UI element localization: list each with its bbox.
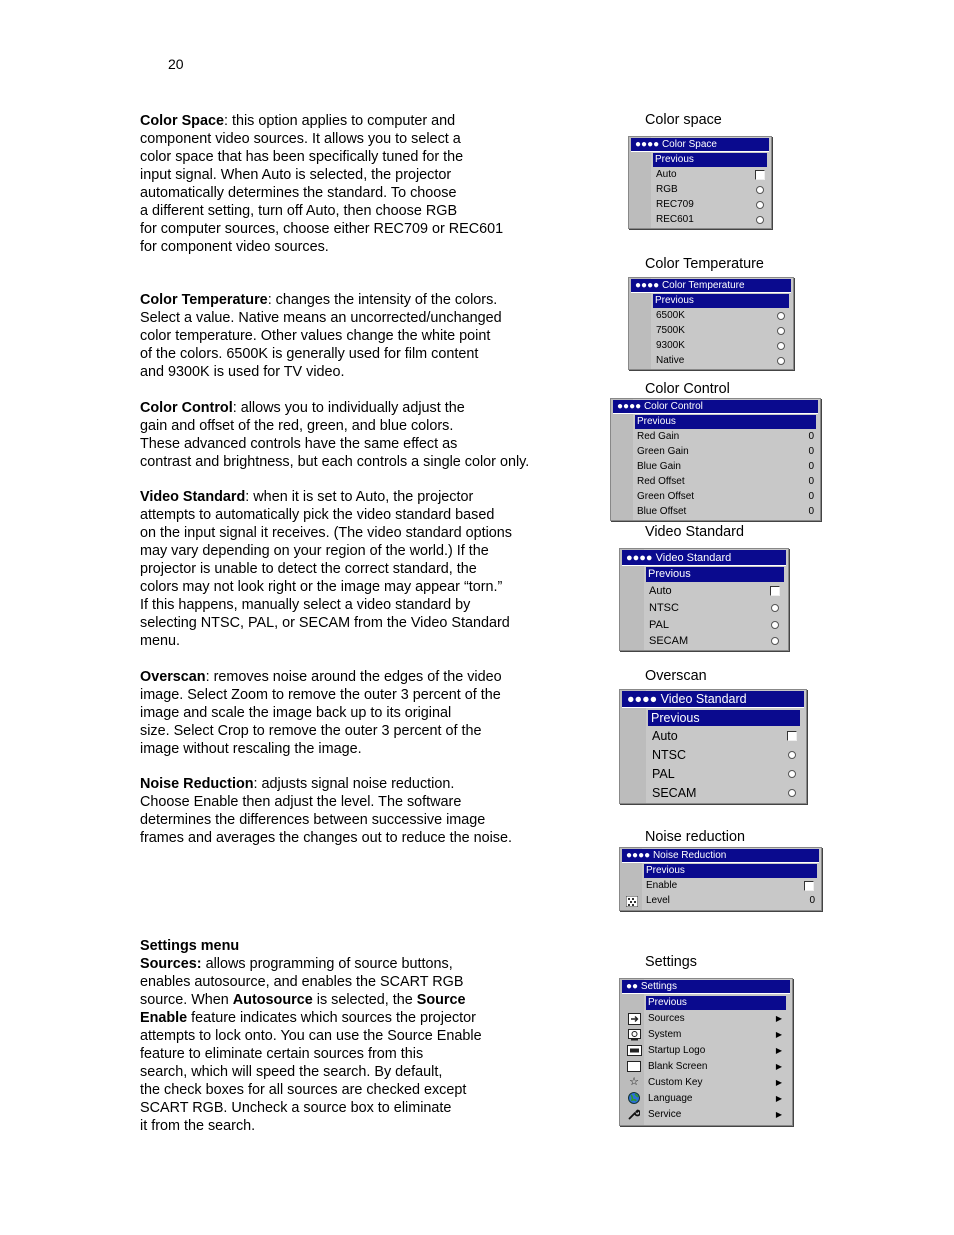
- menu-title: ●●●● Color Space: [631, 138, 769, 152]
- menu-item-blank-screen[interactable]: Blank Screen ▶: [620, 1059, 792, 1075]
- settings-paragraph: Settings menu Sources: allows programming of source buttons, enables autosource, and enables the SCART RGB source. When Autosource is selected, the Source Enable feature indicates which sources the projector attempts to lock onto. You can use the Source Enable feature to eliminate certain sources from this search, which will speed the search. By default, the check boxes for all sources are checked except SCART RGB. Uncheck a source box to eliminate it from the search.: [140, 938, 482, 1134]
- settings-heading: Settings menu: [140, 938, 240, 954]
- menu-item-previous[interactable]: Previous: [646, 567, 784, 582]
- menu-item-ntsc[interactable]: NTSC: [620, 600, 788, 617]
- radio-button[interactable]: [771, 637, 779, 645]
- menu-item-previous[interactable]: Previous: [653, 153, 767, 167]
- level-icon: [626, 896, 638, 907]
- menu-title: ●●●● Color Control: [613, 400, 818, 414]
- menu-item-secam[interactable]: SECAM: [620, 784, 806, 803]
- menu-item-secam[interactable]: SECAM: [620, 633, 788, 650]
- radio-button[interactable]: [788, 751, 796, 759]
- menu-title: ●●●● Color Temperature: [631, 279, 791, 293]
- radio-button[interactable]: [756, 186, 764, 194]
- radio-button[interactable]: [777, 327, 785, 335]
- globe-icon: [627, 1092, 641, 1104]
- blank-screen-icon: [627, 1061, 641, 1073]
- color-space-menu: [628, 136, 772, 229]
- caption-noise-reduction: Noise reduction: [645, 829, 745, 845]
- radio-button[interactable]: [788, 770, 796, 778]
- menu-item-7500k[interactable]: 7500K: [629, 324, 793, 339]
- menu-item-system[interactable]: System ▶: [620, 1027, 792, 1043]
- noise-reduction-menu: [619, 847, 822, 911]
- term: Noise Reduction: [140, 776, 254, 792]
- menu-item-startup-logo[interactable]: Startup Logo ▶: [620, 1043, 792, 1059]
- menu-item-green-offset[interactable]: Green Offset 0: [637, 491, 814, 502]
- menu-item-previous[interactable]: Previous: [635, 415, 816, 429]
- chevron-right-icon: ▶: [775, 1094, 782, 1103]
- menu-title: ●●●● Video Standard: [622, 550, 786, 566]
- color-temperature-menu: [628, 277, 794, 370]
- menu-item-previous[interactable]: Previous: [644, 864, 817, 878]
- color-space-paragraph: Color Space: this option applies to computer and component video sources. It allows you to select a color space that has been specifically tuned for the input signal. When Auto is selected, the projector automatically determines the standard. To choose a different setting, turn off Auto, then choose RGB for computer sources, choose either REC709 or REC601 for component video sources.: [140, 113, 504, 255]
- caption-overscan: Overscan: [645, 668, 707, 684]
- menu-item-rec709[interactable]: REC709: [629, 198, 771, 213]
- wrench-icon: [627, 1108, 641, 1120]
- menu-title: ●●●● Noise Reduction: [622, 849, 819, 863]
- radio-button[interactable]: [756, 201, 764, 209]
- term: Overscan: [140, 669, 206, 685]
- checkbox[interactable]: [770, 586, 780, 596]
- menu-item-level[interactable]: Level 0: [620, 894, 821, 909]
- noise-reduction-paragraph: Noise Reduction: adjusts signal noise reduction. Choose Enable then adjust the level. The software determines the differences between successive image frames and averages the changes out to reduce the noise.: [140, 776, 512, 846]
- menu-item-9300k[interactable]: 9300K: [629, 339, 793, 354]
- menu-item-red-gain[interactable]: Red Gain 0: [637, 431, 814, 442]
- menu-item-language[interactable]: Language ▶: [620, 1091, 792, 1107]
- menu-item-sources[interactable]: Sources ▶: [620, 1011, 792, 1027]
- menu-item-blue-gain[interactable]: Blue Gain 0: [637, 461, 814, 472]
- checkbox[interactable]: [755, 170, 765, 180]
- caption-color-control: Color Control: [645, 381, 730, 397]
- menu-title: ●●●● Video Standard: [622, 691, 804, 708]
- menu-item-previous[interactable]: Previous: [653, 294, 789, 308]
- menu-item-previous[interactable]: Previous: [648, 710, 800, 726]
- video-standard-menu: [619, 548, 789, 651]
- menu-item-auto[interactable]: Auto: [620, 727, 806, 746]
- checkbox[interactable]: [804, 881, 814, 891]
- menu-item-enable[interactable]: Enable: [620, 879, 821, 894]
- menu-item-native[interactable]: Native: [629, 354, 793, 369]
- menu-item-auto[interactable]: Auto: [629, 168, 771, 183]
- radio-button[interactable]: [771, 621, 779, 629]
- menu-item-auto[interactable]: Auto: [620, 583, 788, 600]
- menu-item-pal[interactable]: PAL: [620, 617, 788, 634]
- menu-item-green-gain[interactable]: Green Gain 0: [637, 446, 814, 457]
- radio-button[interactable]: [771, 604, 779, 612]
- term: Video Standard: [140, 489, 246, 505]
- video-standard-paragraph: Video Standard: when it is set to Auto, the projector attempts to automatically pick the video standard based on the input signal it receives. (The video standard options may vary depending on your region of the world.) If the projector is unable to detect the correct standard, the colors may not look right or the image may appear “torn.” If this happens, manually select a video standard by selecting NTSC, PAL, or SECAM from the Video Standard menu.: [140, 489, 512, 649]
- radio-button[interactable]: [777, 357, 785, 365]
- menu-item-previous[interactable]: Previous: [646, 996, 786, 1010]
- system-icon: [627, 1029, 641, 1041]
- chevron-right-icon: ▶: [775, 1014, 782, 1023]
- radio-button[interactable]: [788, 789, 796, 797]
- caption-settings: Settings: [645, 954, 697, 970]
- caption-color-space: Color space: [645, 112, 722, 128]
- term: Color Temperature: [140, 292, 268, 308]
- sources-icon: [627, 1013, 641, 1025]
- caption-video-standard: Video Standard: [645, 524, 744, 540]
- menu-item-service[interactable]: Service ▶: [620, 1107, 792, 1123]
- star-icon: ☆: [629, 1076, 639, 1088]
- menu-item-pal[interactable]: PAL: [620, 765, 806, 784]
- radio-button[interactable]: [756, 216, 764, 224]
- term: Color Control: [140, 400, 233, 416]
- chevron-right-icon: ▶: [775, 1062, 782, 1071]
- overscan-menu: [619, 689, 807, 804]
- color-control-menu: [610, 398, 821, 521]
- radio-button[interactable]: [777, 312, 785, 320]
- menu-item-blue-offset[interactable]: Blue Offset 0: [637, 506, 814, 517]
- term: Color Space: [140, 113, 224, 129]
- caption-color-temperature: Color Temperature: [645, 256, 764, 272]
- checkbox[interactable]: [787, 731, 797, 741]
- menu-item-red-offset[interactable]: Red Offset 0: [637, 476, 814, 487]
- menu-item-rec601[interactable]: REC601: [629, 213, 771, 228]
- menu-item-custom-key[interactable]: ☆ Custom Key ▶: [620, 1075, 792, 1091]
- menu-item-6500k[interactable]: 6500K: [629, 309, 793, 324]
- menu-item-rgb[interactable]: RGB: [629, 183, 771, 198]
- overscan-paragraph: Overscan: removes noise around the edges of the video image. Select Zoom to remove the outer 3 percent of the image and scale the image back up to its original size. Select Crop to remove the outer 3 percent of the image without rescaling the image.: [140, 669, 502, 757]
- color-control-paragraph: Color Control: allows you to individually adjust the gain and offset of the red, green, and blue colors. These advanced controls have the same effect as contrast and brightness, but each controls a single color only.: [140, 400, 530, 470]
- color-temperature-paragraph: Color Temperature: changes the intensity of the colors. Select a value. Native means an uncorrected/unchanged color temperature. Other values change the white point of the colors. 6500K is generally used for film content and 9300K is used for TV video.: [140, 292, 502, 380]
- settings-menu: [619, 978, 793, 1126]
- menu-title: ●● Settings: [622, 980, 790, 994]
- page-number: 20: [168, 56, 184, 72]
- radio-button[interactable]: [777, 342, 785, 350]
- chevron-right-icon: ▶: [775, 1078, 782, 1087]
- menu-item-ntsc[interactable]: NTSC: [620, 746, 806, 765]
- chevron-right-icon: ▶: [775, 1030, 782, 1039]
- logo-icon: [627, 1045, 641, 1057]
- chevron-right-icon: ▶: [775, 1046, 782, 1055]
- chevron-right-icon: ▶: [775, 1110, 782, 1119]
